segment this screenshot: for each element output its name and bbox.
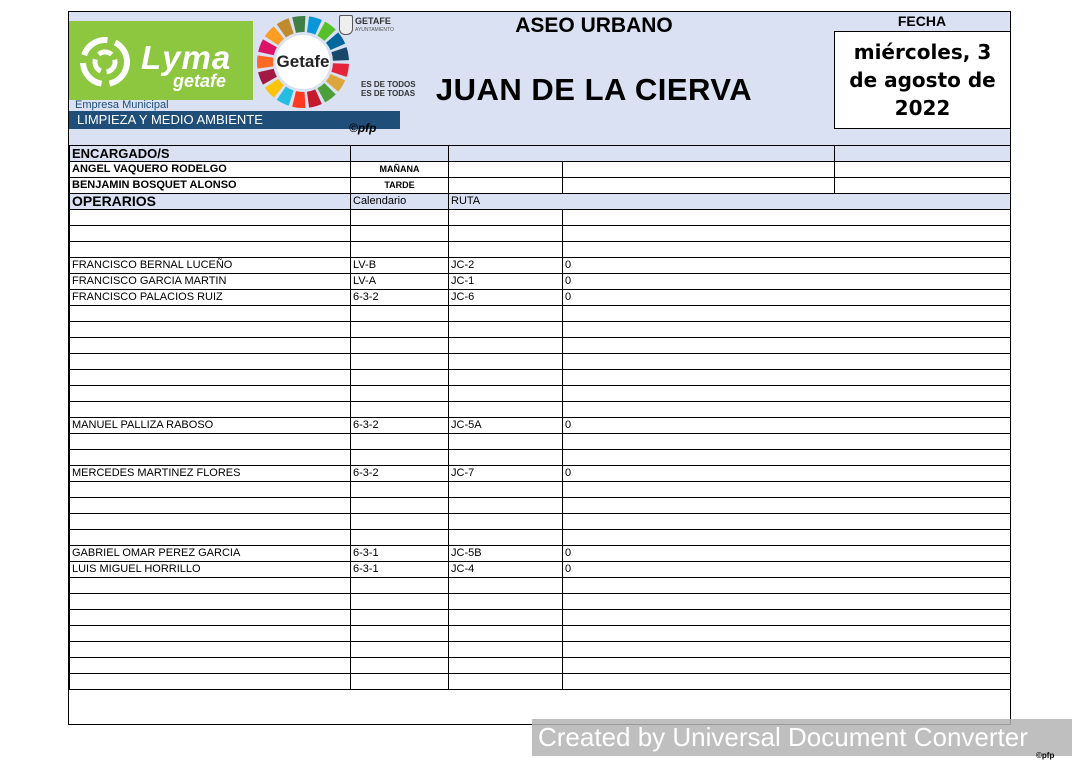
ods-wheel-segment	[331, 63, 349, 77]
operario-calendario	[351, 242, 449, 258]
operario-value	[563, 322, 1011, 338]
operario-value	[563, 210, 1011, 226]
ods-wheel-segment	[331, 47, 349, 61]
lyma-swirl-icon	[79, 36, 131, 88]
operario-ruta	[449, 354, 563, 370]
cell	[835, 178, 1011, 194]
operario-ruta: JC-5A	[449, 418, 563, 434]
getafe-logo-text: Getafe	[276, 52, 330, 71]
operario-value	[563, 658, 1011, 674]
operario-calendario: 6-3-2	[351, 466, 449, 482]
operario-row	[70, 274, 1011, 290]
operario-value	[563, 594, 1011, 610]
operario-value: 0	[563, 258, 1011, 274]
operario-name	[70, 402, 351, 418]
operario-ruta: JC-7	[449, 466, 563, 482]
footer-pfp: ©pfp	[1036, 751, 1055, 760]
encargado-shift: MAÑANA	[351, 162, 449, 178]
operario-row	[70, 674, 1011, 690]
operario-ruta	[449, 386, 563, 402]
operario-value: 0	[563, 466, 1011, 482]
operario-ruta: JC-4	[449, 562, 563, 578]
operario-value	[563, 434, 1011, 450]
operario-calendario	[351, 322, 449, 338]
operario-row	[70, 386, 1011, 402]
encargados-header-row	[70, 146, 1011, 162]
crest-icon	[339, 15, 353, 35]
operario-name	[70, 674, 351, 690]
operario-value: 0	[563, 418, 1011, 434]
operario-name	[70, 450, 351, 466]
operario-row	[70, 482, 1011, 498]
operario-ruta: JC-1	[449, 274, 563, 290]
report-title: ASEO URBANO	[515, 14, 673, 37]
operario-ruta	[449, 482, 563, 498]
cell	[449, 162, 563, 178]
operario-ruta	[449, 514, 563, 530]
operario-ruta: JC-2	[449, 258, 563, 274]
staff-table	[69, 145, 1011, 690]
ayuntamiento-name: GETAFE	[355, 16, 391, 26]
operario-row	[70, 530, 1011, 546]
operario-name	[70, 242, 351, 258]
operario-calendario	[351, 642, 449, 658]
operario-value	[563, 306, 1011, 322]
operario-ruta: JC-6	[449, 290, 563, 306]
operario-calendario	[351, 386, 449, 402]
operario-value	[563, 498, 1011, 514]
operario-row	[70, 626, 1011, 642]
operario-value	[563, 578, 1011, 594]
ods-slogan	[361, 80, 416, 98]
operario-name	[70, 514, 351, 530]
operario-row	[70, 434, 1011, 450]
cell	[563, 162, 835, 178]
operario-name: FRANCISCO PALACIOS RUIZ	[70, 290, 351, 306]
cell	[351, 146, 449, 162]
limpieza-banner: LIMPIEZA Y MEDIO AMBIENTE	[69, 111, 400, 129]
operario-row	[70, 210, 1011, 226]
ods-slogan-line1: ES DE TODOS	[361, 80, 416, 89]
operario-row	[70, 498, 1011, 514]
operario-ruta	[449, 402, 563, 418]
encargados-label: ENCARGADO/S	[70, 146, 351, 162]
operario-name: GABRIEL OMAR PEREZ GARCIA	[70, 546, 351, 562]
operario-row	[70, 562, 1011, 578]
operario-value	[563, 626, 1011, 642]
operario-calendario: LV-B	[351, 258, 449, 274]
converter-watermark: Created by Universal Document Converter	[532, 719, 1072, 756]
operario-calendario: 6-3-2	[351, 290, 449, 306]
operario-row	[70, 450, 1011, 466]
operario-name	[70, 498, 351, 514]
operario-name	[70, 578, 351, 594]
operario-row	[70, 594, 1011, 610]
operario-calendario	[351, 610, 449, 626]
operarios-header-row	[70, 194, 1011, 210]
operario-calendario	[351, 514, 449, 530]
ayuntamiento-logo	[339, 14, 399, 40]
cell	[449, 146, 835, 162]
ruta-header: RUTA	[449, 194, 1011, 210]
operario-value	[563, 242, 1011, 258]
operario-calendario	[351, 578, 449, 594]
operario-ruta	[449, 626, 563, 642]
operario-ruta	[449, 610, 563, 626]
operario-calendario	[351, 482, 449, 498]
report-sheet	[68, 11, 1011, 725]
cell	[563, 178, 835, 194]
operario-ruta	[449, 306, 563, 322]
operario-calendario	[351, 594, 449, 610]
operario-name	[70, 338, 351, 354]
operario-row	[70, 226, 1011, 242]
operario-calendario	[351, 674, 449, 690]
operario-name	[70, 610, 351, 626]
operario-name: FRANCISCO BERNAL LUCEÑO	[70, 258, 351, 274]
operario-calendario	[351, 498, 449, 514]
operario-row	[70, 418, 1011, 434]
operario-ruta	[449, 498, 563, 514]
lyma-sub-wordmark: getafe	[173, 71, 227, 91]
operario-name	[70, 482, 351, 498]
cell	[835, 162, 1011, 178]
ods-slogan-line2: ES DE TODAS	[361, 89, 416, 98]
getafe-ods-logo	[255, 14, 351, 110]
lyma-wordmark: Lyma	[141, 39, 232, 76]
operario-ruta	[449, 434, 563, 450]
operario-name	[70, 370, 351, 386]
operario-name	[70, 322, 351, 338]
operario-row	[70, 290, 1011, 306]
cell	[449, 178, 563, 194]
encargado-row	[70, 178, 1011, 194]
operario-row	[70, 322, 1011, 338]
operario-value	[563, 514, 1011, 530]
operario-ruta	[449, 530, 563, 546]
operario-calendario	[351, 210, 449, 226]
cell	[835, 146, 1011, 162]
operario-calendario: 6-3-1	[351, 562, 449, 578]
operario-name: MERCEDES MARTINEZ FLORES	[70, 466, 351, 482]
operario-row	[70, 610, 1011, 626]
operario-calendario	[351, 306, 449, 322]
operario-value	[563, 530, 1011, 546]
lyma-logo	[69, 21, 253, 100]
operario-value	[563, 610, 1011, 626]
operario-calendario: 6-3-1	[351, 546, 449, 562]
operario-name	[70, 386, 351, 402]
operario-value: 0	[563, 290, 1011, 306]
operario-row	[70, 578, 1011, 594]
operario-calendario	[351, 530, 449, 546]
operario-ruta	[449, 226, 563, 242]
operario-ruta	[449, 370, 563, 386]
operario-value	[563, 386, 1011, 402]
ods-wheel-segment	[257, 55, 273, 68]
operario-name	[70, 594, 351, 610]
operario-row	[70, 258, 1011, 274]
operario-calendario: 6-3-2	[351, 418, 449, 434]
operario-ruta	[449, 322, 563, 338]
operario-name: LUIS MIGUEL HORRILLO	[70, 562, 351, 578]
operario-calendario	[351, 450, 449, 466]
operario-calendario	[351, 434, 449, 450]
operario-value	[563, 674, 1011, 690]
operario-value	[563, 354, 1011, 370]
operario-name	[70, 642, 351, 658]
operario-row	[70, 642, 1011, 658]
fecha-value: miércoles, 3 de agosto de 2022	[849, 40, 996, 120]
encargado-name: BENJAMIN BOSQUET ALONSO	[70, 178, 351, 194]
operario-calendario: LV-A	[351, 274, 449, 290]
operario-row	[70, 658, 1011, 674]
operario-value: 0	[563, 274, 1011, 290]
operario-value	[563, 338, 1011, 354]
report-header	[69, 12, 1010, 146]
operario-row	[70, 466, 1011, 482]
operario-calendario	[351, 658, 449, 674]
operario-calendario	[351, 338, 449, 354]
operario-value	[563, 402, 1011, 418]
operario-row	[70, 338, 1011, 354]
operario-value	[563, 642, 1011, 658]
operario-value	[563, 370, 1011, 386]
operario-ruta	[449, 338, 563, 354]
pfp-credit: ©pfp	[349, 121, 377, 135]
operario-row	[70, 242, 1011, 258]
fecha-label: FECHA	[834, 12, 1010, 32]
operario-value	[563, 450, 1011, 466]
operario-ruta	[449, 658, 563, 674]
operario-name: MANUEL PALLIZA RABOSO	[70, 418, 351, 434]
operario-ruta	[449, 578, 563, 594]
operario-value	[563, 482, 1011, 498]
operario-calendario	[351, 626, 449, 642]
empresa-label: Empresa Municipal	[75, 99, 169, 111]
operario-name	[70, 306, 351, 322]
operarios-label: OPERARIOS	[70, 194, 351, 210]
operario-ruta	[449, 674, 563, 690]
operario-calendario	[351, 226, 449, 242]
operario-calendario	[351, 354, 449, 370]
fecha-value-box	[834, 31, 1011, 129]
operario-row	[70, 514, 1011, 530]
operario-value: 0	[563, 546, 1011, 562]
operario-ruta	[449, 642, 563, 658]
operario-ruta	[449, 242, 563, 258]
operario-ruta: JC-5B	[449, 546, 563, 562]
encargado-name: ANGEL VAQUERO RODELGO	[70, 162, 351, 178]
report-subtitle: JUAN DE LA CIERVA	[435, 72, 753, 107]
operario-ruta	[449, 210, 563, 226]
encargado-shift: TARDE	[351, 178, 449, 194]
operario-name	[70, 210, 351, 226]
operario-calendario	[351, 402, 449, 418]
operario-name	[70, 626, 351, 642]
operario-name	[70, 434, 351, 450]
operario-value	[563, 226, 1011, 242]
operario-ruta	[449, 594, 563, 610]
operario-name: FRANCISCO GARCIA MARTIN	[70, 274, 351, 290]
operario-row	[70, 370, 1011, 386]
operario-calendario	[351, 370, 449, 386]
operario-ruta	[449, 450, 563, 466]
ayuntamiento-sub: AYUNTAMIENTO	[355, 27, 394, 33]
operario-name	[70, 226, 351, 242]
operario-row	[70, 402, 1011, 418]
operario-row	[70, 354, 1011, 370]
operario-row	[70, 546, 1011, 562]
calendario-header: Calendario	[351, 194, 449, 210]
operario-name	[70, 354, 351, 370]
ods-wheel-segment	[292, 16, 305, 33]
encargado-row	[70, 162, 1011, 178]
operario-row	[70, 306, 1011, 322]
operario-name	[70, 530, 351, 546]
operario-value: 0	[563, 562, 1011, 578]
operario-name	[70, 658, 351, 674]
